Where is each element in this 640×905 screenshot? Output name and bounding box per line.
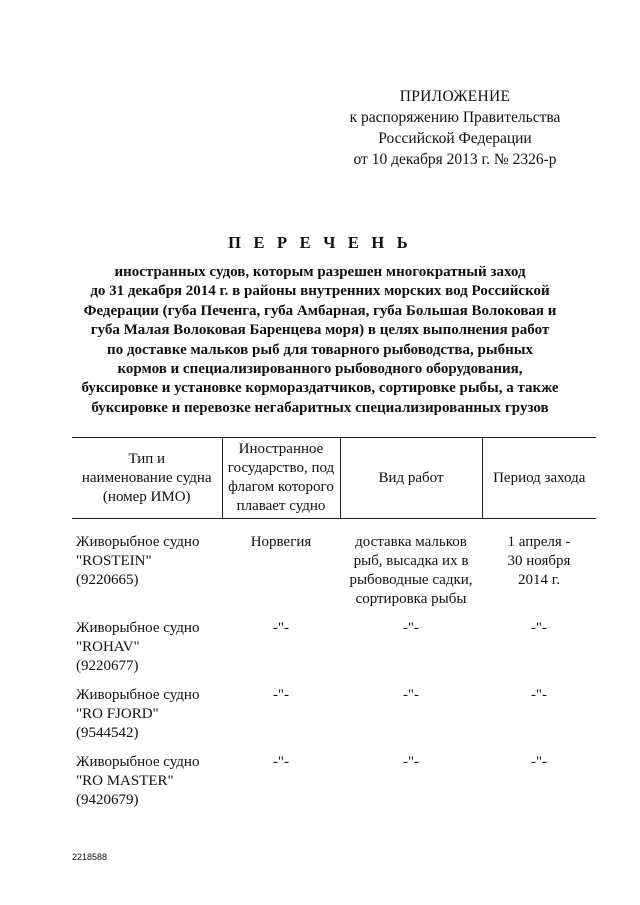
cell-line: "RO MASTER": [76, 773, 174, 789]
cell-line: Живорыбное судно: [76, 754, 200, 770]
cell-line: 2014 г.: [518, 572, 560, 588]
cell-line: Живорыбное судно: [76, 620, 200, 636]
cell-line: Норвегия: [250, 534, 312, 550]
appendix-title: ПРИЛОЖЕНИЕ: [399, 88, 511, 105]
header-vessel: [72, 438, 222, 519]
appendix-line: к распоряжению Правительства: [349, 109, 561, 126]
work-cell: [340, 519, 482, 610]
table-row: [72, 676, 596, 743]
document-subtitle: [60, 263, 580, 418]
header-line: (номер ИМО): [102, 488, 191, 505]
cell-line: "ROSTEIN": [76, 553, 152, 569]
cell-line: (9220677): [76, 658, 139, 674]
document-title: П Е Р Е Ч Е Н Ь: [228, 233, 412, 252]
table-row: [72, 743, 596, 810]
appendix-block: [330, 86, 580, 170]
period-cell: [482, 519, 596, 610]
table-row: [72, 519, 596, 610]
cell-line: (9220665): [76, 572, 139, 588]
subtitle-line: по доставке мальков рыб для товарного рыбоводства, рыбных: [107, 341, 533, 358]
cell-line: "RO FJORD": [76, 706, 159, 722]
subtitle-line: буксировке и установке кормораздатчиков, сортировке рыбы, а также: [81, 380, 559, 397]
state-cell: -"-: [272, 620, 290, 636]
cell-line: 30 ноября: [507, 553, 571, 569]
cell-line: 1 апреля -: [507, 534, 571, 550]
header-work: [340, 438, 482, 519]
header-line: Иностранное: [238, 441, 324, 457]
state-cell: -"-: [272, 687, 290, 703]
cell-line: (9544542): [76, 725, 139, 741]
cell-line: Живорыбное судно: [76, 534, 200, 550]
header-state: [222, 438, 340, 519]
cell-line: рыбоводные садки,: [349, 572, 473, 588]
work-cell: -"-: [402, 754, 420, 770]
cell-line: "ROHAV": [76, 639, 140, 655]
vessel-cell: [72, 743, 222, 810]
work-cell: -"-: [402, 620, 420, 636]
cell-line: сортировка рыбы: [355, 591, 467, 607]
vessel-cell: [72, 519, 222, 610]
header-period: [482, 438, 596, 519]
period-cell: -"-: [530, 754, 548, 770]
subtitle-line: иностранных судов, которым разрешен многократный заход: [114, 264, 526, 280]
document-heading: [60, 233, 580, 418]
cell-line: Живорыбное судно: [76, 687, 200, 703]
cell-line: доставка мальков: [355, 534, 467, 550]
table-row: [72, 609, 596, 676]
header-line: Тип и: [128, 450, 166, 467]
period-cell: -"-: [530, 687, 548, 703]
document-code: 2218588: [72, 852, 108, 862]
subtitle-line: буксировке и перевозке негабаритных специализированных грузов: [91, 399, 549, 416]
header-line: флагом которого: [228, 479, 334, 495]
state-cell: [222, 519, 340, 610]
vessel-cell: [72, 609, 222, 676]
header-line: Вид работ: [378, 469, 444, 486]
header-line: наименование судна: [81, 469, 212, 486]
work-cell: -"-: [402, 687, 420, 703]
vessel-table: [72, 437, 596, 810]
header-line: государство, под: [227, 460, 335, 476]
subtitle-line: губа Малая Волоковая Баренцева моря) в целях выполнения работ: [90, 322, 550, 339]
vessel-cell: [72, 676, 222, 743]
header-line: Период захода: [493, 469, 586, 486]
subtitle-line: кормов и специализированного рыбоводного оборудования,: [117, 361, 523, 378]
state-cell: -"-: [272, 754, 290, 770]
appendix-line: от 10 декабря 2013 г. № 2326-р: [353, 151, 557, 168]
subtitle-line: Федерации (губа Печенга, губа Амбарная, губа Большая Волоковая и: [83, 302, 557, 319]
appendix-line: Российской Федерации: [378, 130, 532, 147]
table-header-row: [72, 438, 596, 519]
period-cell: -"-: [530, 620, 548, 636]
cell-line: рыб, высадка их в: [353, 553, 469, 569]
cell-line: (9420679): [76, 792, 139, 808]
subtitle-line: до 31 декабря 2014 г. в районы внутренних морских вод Российской: [90, 283, 550, 300]
header-line: плавает судно: [236, 498, 326, 514]
